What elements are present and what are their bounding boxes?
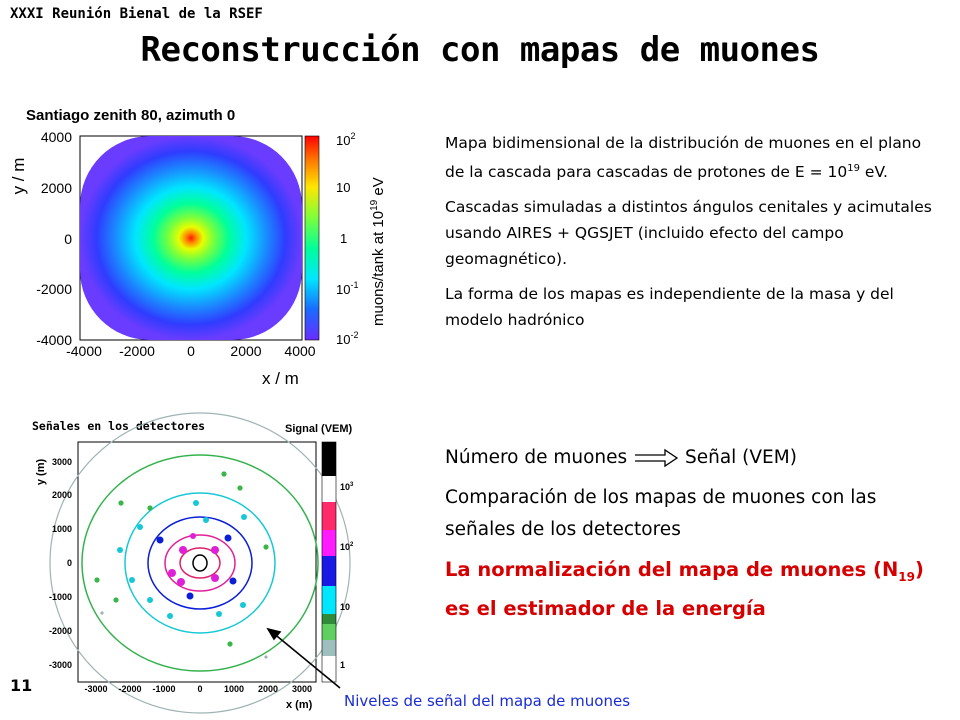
muon-map-y-ticks — [36, 129, 72, 348]
muon-map-x-tick: 0 — [187, 343, 195, 359]
detector-dot — [113, 597, 118, 602]
signal-colorbar — [322, 442, 336, 682]
muon-map-colorbar-label: muons/tank at $10^{19}$ eV — [369, 177, 387, 326]
signal-y-tick: -1000 — [48, 592, 72, 602]
muon-map-ylabel: y / m — [9, 157, 28, 195]
detector-dot — [168, 569, 176, 577]
detector-dot — [211, 574, 219, 582]
detector-dot — [264, 655, 267, 658]
colorbar-tick: $10^{-1}$ — [336, 280, 359, 297]
detector-dot — [147, 505, 152, 510]
muon-map-x-tick: 2000 — [230, 343, 262, 359]
detector-dot — [167, 613, 173, 619]
colorbar-tick: $10^3$ — [340, 482, 354, 492]
colorbar-segment — [322, 614, 336, 624]
signal-x-tick: 3000 — [291, 684, 313, 694]
colorbar-tick: 10 — [336, 180, 351, 195]
muon-map-x-tick: -4000 — [66, 343, 102, 359]
detector-dot — [179, 546, 187, 554]
colorbar-tick: 1 — [340, 231, 348, 246]
conference-name: XXXI Reunión Bienal de la RSEF — [10, 6, 263, 22]
muon-map-y-tick: -4000 — [36, 332, 72, 348]
signal-y-tick: -3000 — [48, 660, 72, 670]
detector-dot — [137, 524, 143, 530]
arrow-caption: Niveles de señal del mapa de muones — [344, 692, 631, 710]
detector-dot — [221, 471, 226, 476]
signal-colorbar-title: Signal (VEM) — [285, 423, 353, 435]
colorbar-tick: $10^2$ — [340, 542, 354, 552]
signal-x-tick: -2000 — [118, 684, 142, 694]
detector-dot — [193, 500, 199, 506]
colorbar-tick: 1 — [340, 660, 346, 670]
muon-map-y-tick: 4000 — [40, 129, 72, 145]
muon-map-y-tick: 0 — [64, 231, 72, 247]
detector-dot — [187, 593, 194, 600]
colorbar-segment — [322, 530, 336, 556]
detector-dot — [117, 547, 123, 553]
colorbar-tick: 10 — [340, 602, 351, 612]
detector-dot — [177, 578, 185, 586]
detector-dot — [100, 611, 103, 614]
colorbar-segment — [322, 586, 336, 614]
muon-map-x-tick: -2000 — [119, 343, 155, 359]
red-text-b: ) es el estimador de la energía — [445, 558, 924, 620]
signal-y-tick: 2000 — [51, 490, 72, 500]
signal-x-tick: 1000 — [223, 684, 245, 694]
slide-title: Reconstrucción con mapas de muones — [140, 30, 820, 70]
colorbar-tick: $10^2$ — [336, 131, 356, 148]
detector-dot — [203, 517, 209, 523]
signal-x-ticks — [84, 684, 312, 694]
colorbar-tick: $10^{-2}$ — [336, 330, 359, 347]
signal-x-tick: -1000 — [152, 684, 176, 694]
p1-exponent: 19 — [847, 163, 860, 174]
signal-y-tick: -2000 — [48, 626, 72, 636]
colorbar-segment — [322, 624, 336, 640]
signal-y-tick: 0 — [66, 558, 72, 568]
detector-dot — [94, 577, 99, 582]
detector-dot — [241, 514, 247, 520]
signal-ylabel: y (m) — [35, 458, 47, 486]
detector-dot — [216, 611, 222, 617]
signal-y-ticks — [49, 457, 72, 670]
muon-map-colorbar-ticks — [336, 131, 358, 347]
detector-dot — [237, 485, 242, 490]
detector-dot — [129, 577, 135, 583]
p1-text-end: eV. — [859, 163, 888, 182]
signal-plot-subtitle: Señales en los detectores — [32, 419, 206, 433]
signal-vem-label: Señal (VEM) — [684, 447, 797, 468]
signal-x-tick: 2000 — [257, 684, 279, 694]
muon-map-heatmap — [80, 136, 302, 340]
colorbar-segment — [322, 442, 336, 476]
signal-plot — [0, 410, 354, 720]
detector-dot — [230, 578, 237, 585]
detector-dot — [225, 535, 232, 542]
signal-plot-frame — [78, 442, 316, 682]
detector-dot — [118, 500, 123, 505]
detector-dot — [227, 641, 232, 646]
muon-map-y-tick: -2000 — [36, 281, 72, 297]
signal-y-tick: 3000 — [51, 457, 72, 467]
muon-map-plot — [0, 98, 420, 398]
muon-map-x-ticks — [66, 343, 316, 359]
signal-xlabel: x (m) — [286, 699, 313, 711]
muon-map-x-tick: 4000 — [284, 343, 316, 359]
p1-text: Mapa bidimensional de la distribución de muones en el plano de la cascada para cascadas de protones de E = 10 — [445, 134, 922, 182]
description-block — [445, 130, 940, 342]
conclusion-block — [445, 442, 940, 625]
red-text-a: La normalización del mapa de muones (N — [445, 558, 899, 581]
colorbar-segment — [322, 640, 336, 656]
muon-map-y-tick: 2000 — [40, 180, 72, 196]
comparison-text: Comparación de los mapas de muones con las señales de los detectores — [445, 487, 877, 540]
signal-x-tick: 0 — [197, 684, 203, 694]
muon-number-label: Número de muones — [445, 447, 628, 468]
paragraph-independence: La forma de los mapas es independiente de la masa y del modelo hadrónico — [445, 285, 894, 330]
paragraph-muon-map — [445, 130, 940, 185]
energy-estimator-text — [445, 554, 940, 625]
muon-map-colorbar — [305, 136, 319, 340]
muon-signal-line — [445, 442, 940, 474]
detector-dot — [157, 537, 164, 544]
arrow-right-icon — [633, 449, 679, 467]
detector-dot — [190, 533, 196, 539]
detector-dot — [211, 546, 219, 554]
signal-x-tick: -3000 — [84, 684, 108, 694]
muon-map-xlabel: x / m — [262, 369, 299, 388]
colorbar-segment — [322, 502, 336, 530]
detector-dot — [263, 544, 268, 549]
colorbar-segment — [322, 556, 336, 586]
colorbar-segment — [322, 476, 336, 502]
paragraph-simulations: Cascadas simuladas a distintos ángulos cenitales y acimutales usando AIRES + QGSJET (incluido efecto del campo geomagnético). — [445, 198, 932, 269]
signal-y-tick: 1000 — [51, 524, 72, 534]
slide-number: 11 — [10, 676, 33, 695]
detector-dot — [147, 597, 153, 603]
muon-map-title: Santiago zenith 80, azimuth 0 — [26, 107, 236, 124]
red-subscript: 19 — [898, 569, 915, 584]
detector-dot — [240, 602, 246, 608]
signal-colorbar-ticks — [340, 482, 354, 670]
